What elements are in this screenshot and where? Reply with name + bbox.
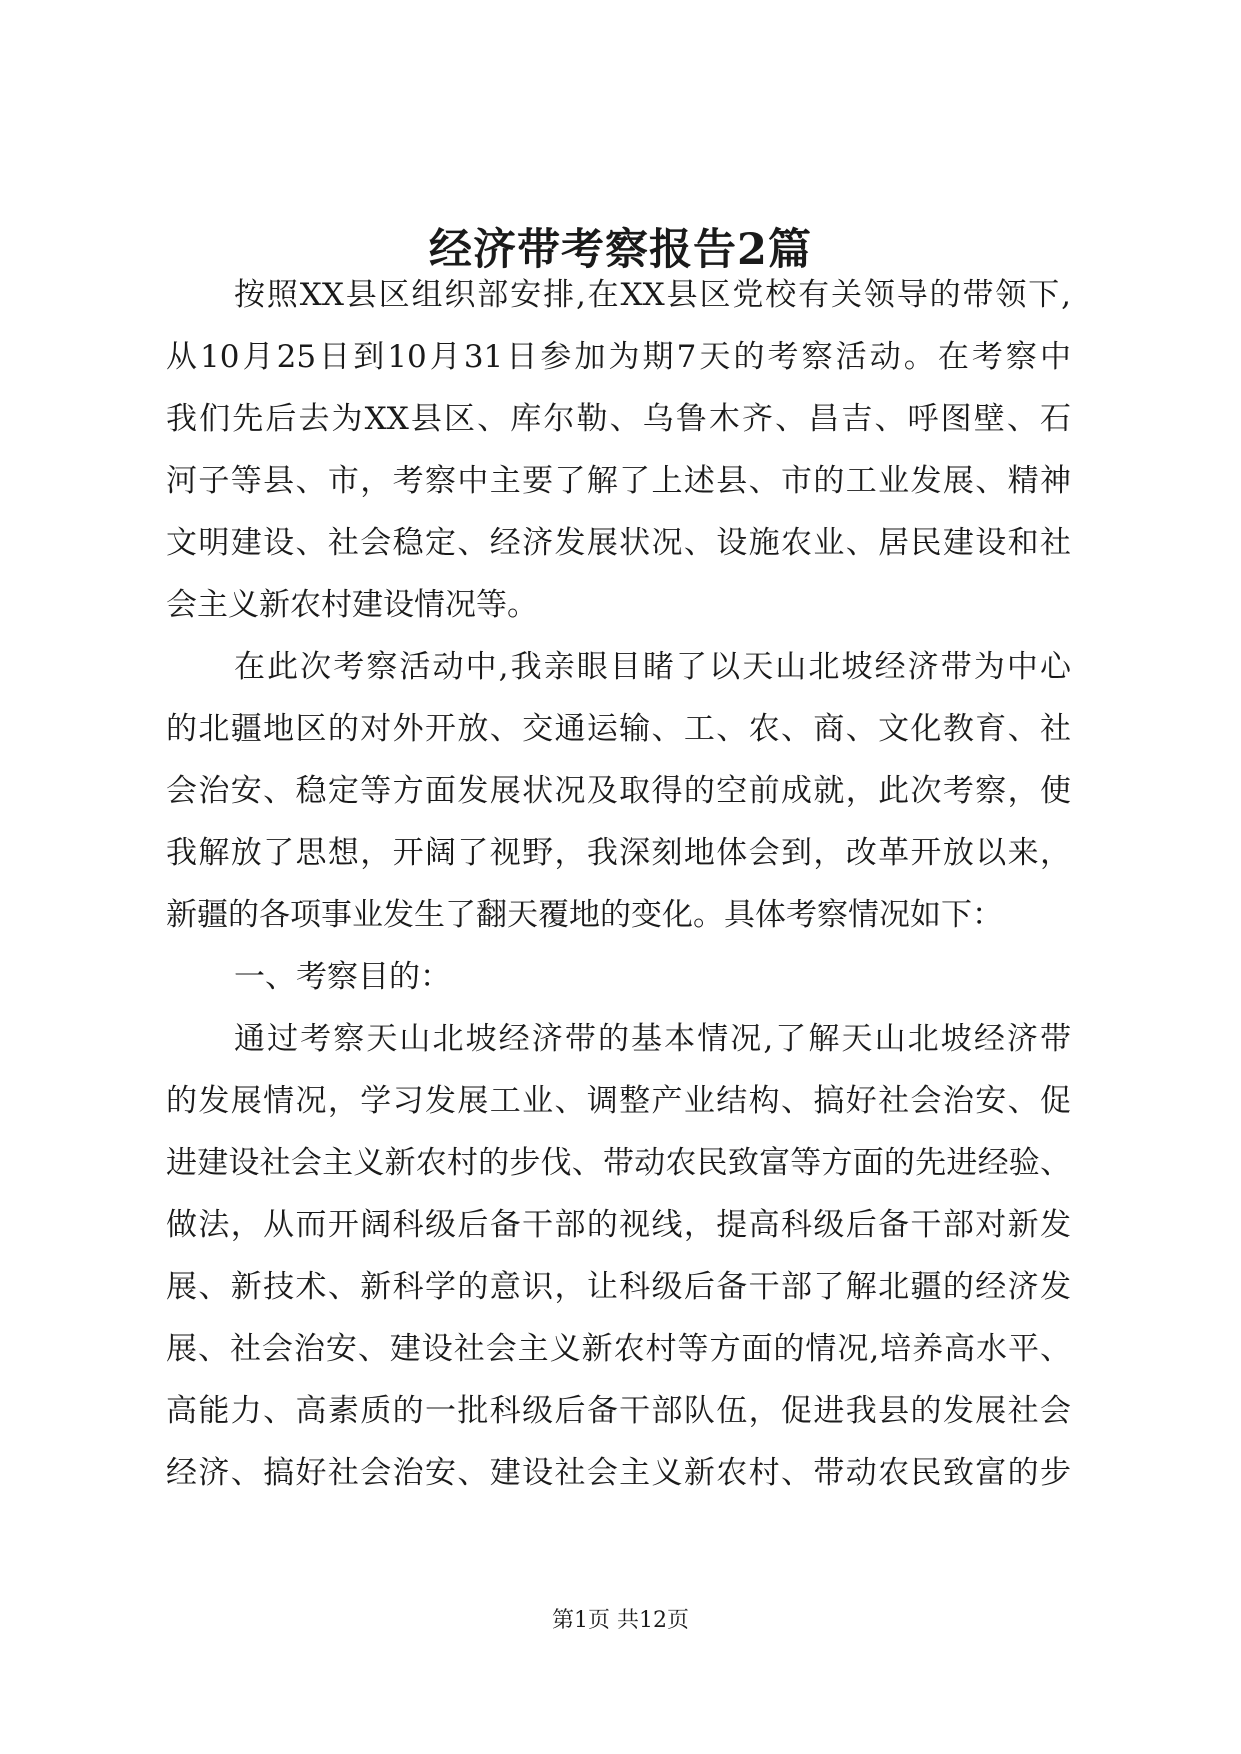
paragraph-line: 新疆的各项事业发生了翻天覆地的变化。具体考察情况如下： <box>166 897 1003 933</box>
document-body <box>166 264 1071 1504</box>
document-title: 经济带考察报告2篇 <box>429 225 812 275</box>
paragraph-line: 河子等县、市，考察中主要了解了上述县、市的工业发展、精神 <box>166 463 1071 499</box>
paragraph-line: 经济、搞好社会治安、建设社会主义新农村、带动农民致富的步 <box>166 1455 1071 1491</box>
section-heading: 一、考察目的： <box>234 959 451 995</box>
paragraph-line: 展、社会治安、建设社会主义新农村等方面的情况,培养高水平、 <box>166 1331 1071 1367</box>
paragraph-line: 的发展情况，学习发展工业、调整产业结构、搞好社会治安、促 <box>166 1083 1071 1119</box>
paragraph-line: 进建设社会主义新农村的步伐、带动农民致富等方面的先进经验、 <box>166 1145 1071 1181</box>
paragraph-line: 我解放了思想，开阔了视野，我深刻地体会到，改革开放以来， <box>166 835 1071 871</box>
paragraph-line: 会治安、稳定等方面发展状况及取得的空前成就，此次考察，使 <box>166 773 1071 809</box>
paragraph-line: 的北疆地区的对外开放、交通运输、工、农、商、文化教育、社 <box>166 711 1071 747</box>
paragraph-line: 我们先后去为XX县区、库尔勒、乌鲁木齐、昌吉、呼图壁、石 <box>166 401 1071 437</box>
paragraph-line: 按照XX县区组织部安排,在XX县区党校有关领导的带领下, <box>234 277 1071 313</box>
paragraph-line: 会主义新农村建设情况等。 <box>166 587 538 623</box>
paragraph-line: 文明建设、社会稳定、经济发展状况、设施农业、居民建设和社 <box>166 525 1071 561</box>
paragraph-line: 做法，从而开阔科级后备干部的视线，提高科级后备干部对新发 <box>166 1207 1071 1243</box>
paragraph-line: 高能力、高素质的一批科级后备干部队伍，促进我县的发展社会 <box>166 1393 1071 1429</box>
paragraph-line: 展、新技术、新科学的意识，让科级后备干部了解北疆的经济发 <box>166 1269 1071 1305</box>
paragraph-line: 从10月25日到10月31日参加为期7天的考察活动。在考察中 <box>166 339 1071 375</box>
paragraph-line: 在此次考察活动中,我亲眼目睹了以天山北坡经济带为中心 <box>234 649 1071 685</box>
page-footer: 第1页 共12页 <box>552 1608 689 1633</box>
paragraph-line: 通过考察天山北坡经济带的基本情况,了解天山北坡经济带 <box>234 1021 1071 1057</box>
